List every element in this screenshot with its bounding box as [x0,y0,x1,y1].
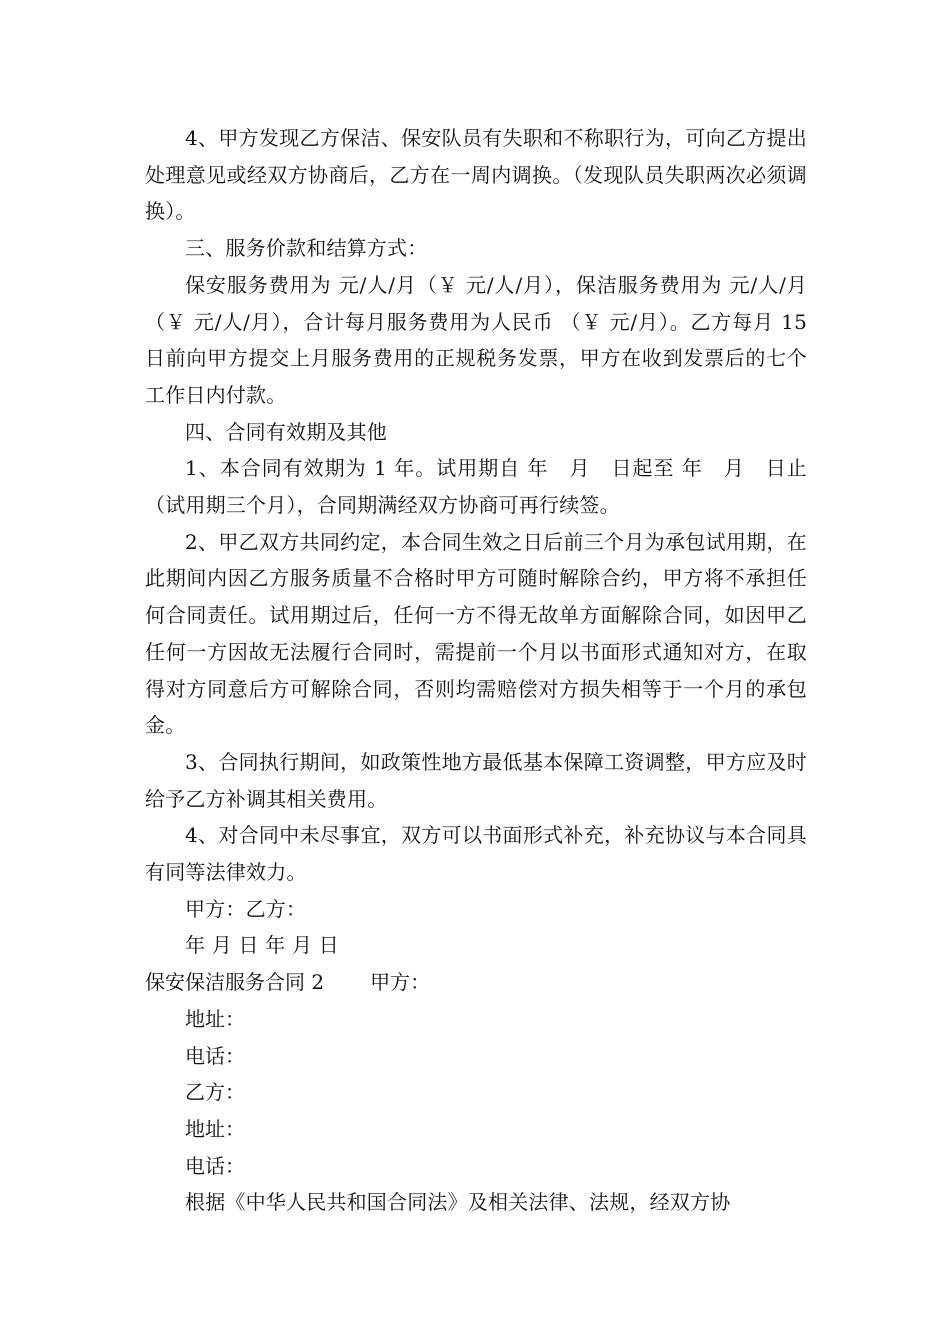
clause-4-personnel-replacement: 4、甲方发现乙方保洁、保安队员有失职和不称职行为，可向乙方提出处理意见或经双方协商后，乙方在一周内调换。（发现队员失职两次必须调换）。 [145,126,807,224]
service-fee-paragraph: 保安服务费用为 元/人/月（￥ 元/人/月），保洁服务费用为 元/人/月（￥ 元/人/月），合计每月服务费用为人民币 （￥ 元/月）。乙方每月 15 日前向甲方提交上月服务费用的正规税务发票，甲方在收到发票后的七个工作日内付款。 [145,272,807,407]
signature-date-line: 年 月 日 年 月 日 [185,933,339,958]
party-b-address-field: 地址： [185,1116,245,1141]
clause-3-wage-adjustment: 3、合同执行期间，如政策性地方最低基本保障工资调整，甲方应及时给予乙方补调其相关费用。 [145,749,807,811]
party-b-label: 乙方： [185,1080,245,1105]
contract-2-party-a-label: 甲方： [370,970,431,995]
clause-2-trial-period: 2、甲乙双方共同约定，本合同生效之日后前三个月为承包试用期，在此期间内因乙方服务质量不合格时甲方可随时解除合约，甲方将不承担任何合同责任。试用期过后，任何一方不得无故单方面解除合同，如因甲乙任何一方因故无法履行合同时，需提前一个月以书面形式通知对方，在取得对方同意后方可解除合同，否则均需赔偿对方损失相等于一个月的承包金。 [145,529,807,738]
signature-parties-line: 甲方：乙方： [185,896,307,921]
section-4-heading: 四、合同有效期及其他 [185,419,387,444]
section-3-heading: 三、服务价款和结算方式： [185,236,428,261]
party-b-phone-field: 电话： [185,1153,245,1178]
party-a-phone-field: 电话： [185,1043,245,1068]
clause-1-validity-period: 1、本合同有效期为 1 年。试用期自 年 月 日起至 年 月 日止（试用期三个月），合同期满经双方协商可再行续签。 [145,456,807,518]
closing-paragraph: 根据《中华人民共和国合同法》及相关法律、法规，经双方协 [185,1190,731,1215]
contract-2-title-line [145,964,807,1001]
clause-4-supplementary-agreement: 4、对合同中未尽事宜，双方可以书面形式补充，补充协议与本合同具有同等法律效力。 [145,823,807,885]
party-a-address-field: 地址： [185,1006,245,1031]
document-body [145,120,807,1221]
contract-2-title: 保安保洁服务合同 2 [145,970,325,995]
